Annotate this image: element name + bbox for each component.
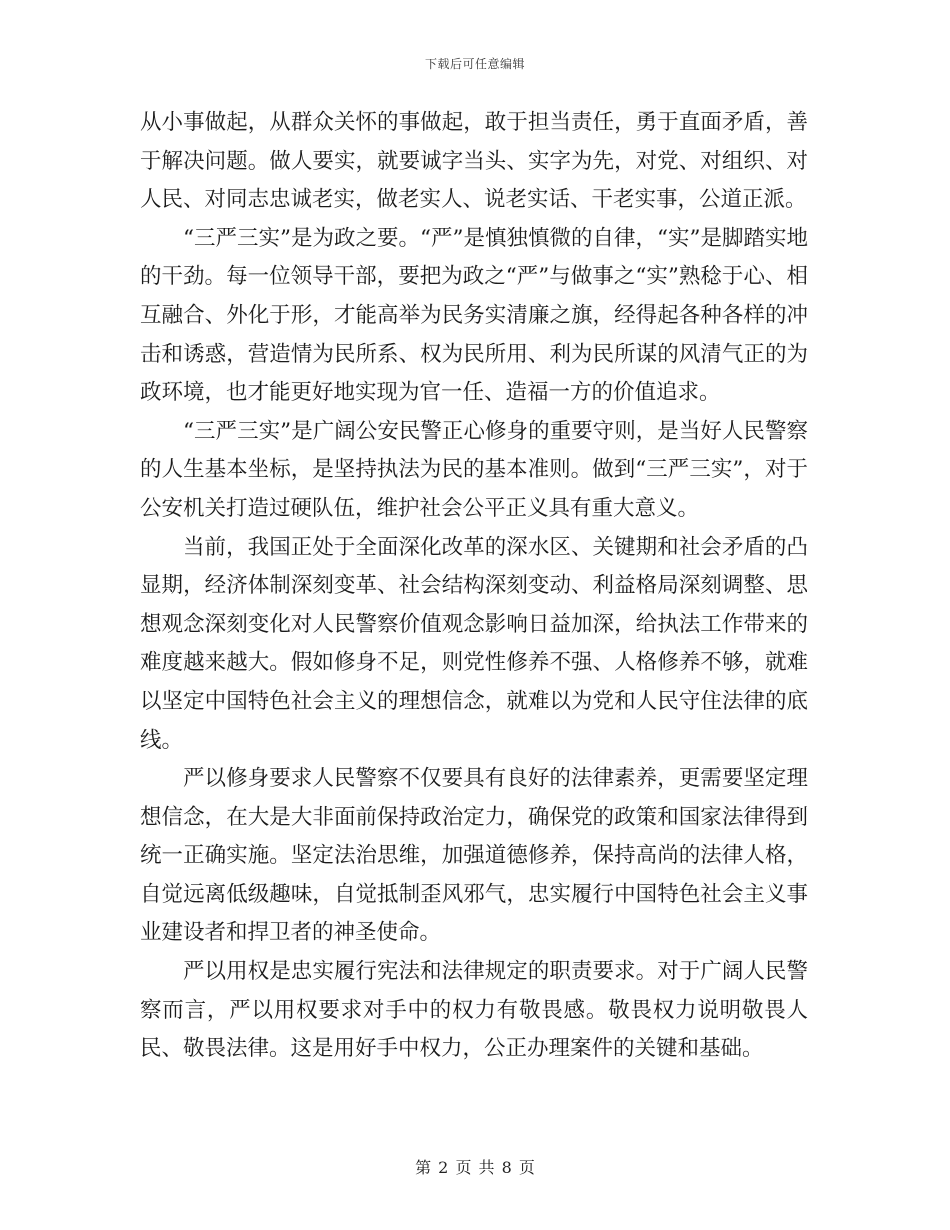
page-header: 下载后可任意编辑	[424, 57, 525, 71]
paragraph-continued: 从小事做起，从群众关怀的事做起，敢于担当责任，勇于直面矛盾，善于解决问题。做人要实，就要诚字当头、实字为先，对党、对组织、对人民、对同志忠诚老实，做老实人、说老实话、干老实事，公道正派。	[140, 110, 808, 213]
document-body	[140, 104, 808, 1069]
paragraph: “三严三实”是广阔公安民警正心修身的重要守则，是当好人民警察的人生基本坐标，是坚持执法为民的基本准则。做到“三严三实”，对于公安机关打造过硬队伍，维护社会公平正义具有重大意义。	[140, 418, 808, 521]
paragraph: 当前，我国正处于全面深化改革的深水区、关键期和社会矛盾的凸显期，经济体制深刻变革、社会结构深刻变动、利益格局深刻调整、思想观念深刻变化对人民警察价值观念影响日益加深，给执法工作带来的难度越来越大。假如修身不足，则党性修养不强、人格修养不够，就难以坚定中国特色社会主义的理想信念，就难以为党和人民守住法律的底线。	[140, 534, 808, 753]
paragraph: 严以用权是忠实履行宪法和法律规定的职责要求。对于广阔人民警察而言，严以用权要求对手中的权力有敬畏感。敬畏权力说明敬畏人民、敬畏法律。这是用好手中权力，公正办理案件的关键和基础。	[140, 959, 808, 1062]
paragraph: “三严三实”是为政之要。“严”是慎独慎微的自律，“实”是脚踏实地的干劲。每一位领导干部，要把为政之“严”与做事之“实”熟稔于心、相互融合、外化于形，才能高举为民务实清廉之旗，经得起各种各样的冲击和诱惑，营造情为民所系、权为民所用、利为民所谋的风清气正的为政环境，也才能更好地实现为官一任、造福一方的价值追求。	[140, 225, 808, 406]
page-number: 第 2 页 共 8 页	[415, 1158, 535, 1177]
paragraph: 严以修身要求人民警察不仅要具有良好的法律素养，更需要坚定理想信念，在大是大非面前保持政治定力，确保党的政策和国家法律得到统一正确实施。坚定法治思维，加强道德修养，保持高尚的法律人格，自觉远离低级趣味，自觉抵制歪风邪气，忠实履行中国特色社会主义事业建设者和捍卫者的神圣使命。	[140, 766, 808, 946]
